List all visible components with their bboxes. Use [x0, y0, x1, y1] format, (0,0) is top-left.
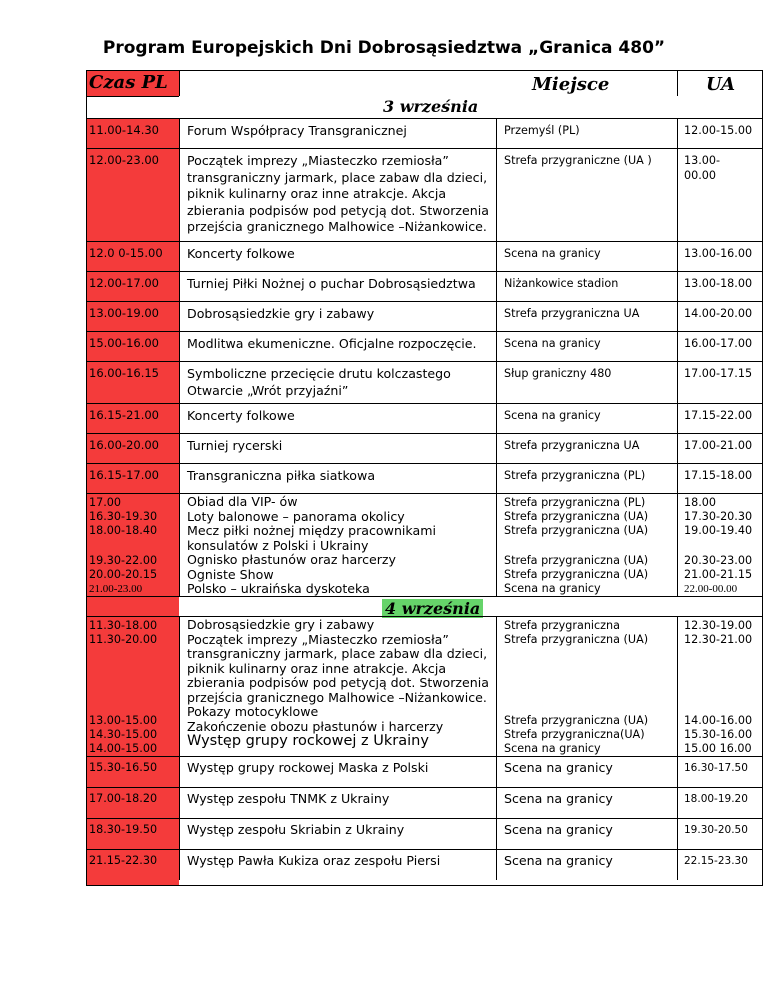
block1-place: Strefa przygraniczna (UA) [504, 510, 649, 523]
row-place: Strefa przygraniczna (PL) [504, 469, 646, 482]
row-event: transgraniczny jarmark, place zabaw dla dzieci, [187, 169, 488, 185]
page-title: Program Europejskich Dni Dobrosąsiedztwa „Granica 480” [102, 38, 666, 58]
row-time-ua: 17.00-21.00 [684, 439, 753, 452]
block2-event: przejścia granicznego Malhowice –Niżankowice. [187, 689, 487, 705]
row-place: Scena na granicy [504, 247, 601, 260]
block1-time-ua: 19.00-19.40 [684, 524, 753, 537]
row2-time-pl: 17.00-18.20 [89, 792, 158, 805]
block1-place: Strefa przygraniczna (UA) [504, 524, 649, 537]
block2-time-pl: 14.30-15.00 [89, 728, 158, 741]
block2-place: Scena na granicy [504, 742, 601, 755]
row-time-pl: 16.15-17.00 [89, 468, 159, 482]
block1-time-ua: 22.00-00.00 [684, 583, 738, 595]
block1-time-pl: 20.00-20.15 [89, 568, 158, 581]
row-time-ua: 12.00-15.00 [684, 124, 753, 137]
row-time-pl: 16.00-16.15 [89, 366, 159, 380]
block1-place: Strefa przygraniczna (UA) [504, 568, 649, 581]
row2-time-pl: 15.30-16.50 [89, 761, 158, 774]
row-place: Słup graniczny 480 [504, 367, 612, 380]
row-time-pl: 12.00-17.00 [89, 276, 159, 290]
row-event: Symboliczne przecięcie drutu kolczastego [187, 366, 451, 381]
block1-event: Polsko – ukraińska dyskoteka [187, 581, 370, 596]
block1-time-pl: 17.00 [89, 496, 122, 509]
block1-time-ua: 21.00-21.15 [684, 568, 753, 581]
block2-event: transgraniczny jarmark, place zabaw dla dzieci, [187, 646, 488, 661]
row2-event: Występ grupy rockowej Maska z Polski [187, 760, 429, 775]
block2-event: Początek imprezy „Miasteczko rzemiosła” [187, 631, 449, 647]
row2-time-ua: 16.30-17.50 [684, 762, 748, 774]
block2-event: zbierania podpisów pod petycją dot. Stworzenia [187, 675, 489, 690]
block1-event: Mecz piłki nożnej między pracownikami [187, 523, 436, 538]
row-time-ua: 13.00-18.00 [684, 277, 753, 290]
block2-time-pl: 14.00-15.00 [89, 742, 158, 755]
block2-time-ua: 14.00-16.00 [684, 714, 753, 727]
row-time-ua: 13.00- [684, 154, 721, 167]
block1-place: Strefa przygraniczna (PL) [504, 496, 646, 509]
row-event: Forum Współpracy Transgranicznej [187, 123, 407, 138]
block2-time-pl: 11.30-20.00 [89, 633, 158, 646]
block2-time-ua: 12.30-19.00 [684, 619, 753, 632]
block1-time-ua: 20.30-23.00 [684, 554, 753, 567]
row-event: Transgraniczna piłka siatkowa [187, 468, 376, 483]
block2-place: Strefa przygraniczna (UA) [504, 633, 649, 646]
block1-time-pl: 21.00-23.00 [89, 583, 143, 595]
block2-event: Pokazy motocyklowe [187, 704, 319, 719]
block1-time-pl: 19.30-22.00 [89, 554, 158, 567]
row-time-pl: 12.0 0-15.00 [89, 246, 163, 260]
row-time-pl: 11.00-14.30 [89, 123, 159, 137]
block1-time-ua: 17.30-20.30 [684, 510, 753, 523]
row2-event: Występ zespołu Skriabin z Ukrainy [187, 822, 405, 837]
block2-time-ua: 12.30-21.00 [684, 633, 753, 646]
row-place: Scena na granicy [504, 337, 601, 350]
row-time-pl: 13.00-19.00 [89, 306, 159, 320]
block1-event: Loty balonowe – panorama okolicy [187, 508, 405, 524]
row-time-ua: 13.00-16.00 [684, 247, 753, 260]
row-place: Scena na granicy [504, 409, 601, 422]
row-event: Koncerty folkowe [187, 408, 295, 423]
block2-place: Strefa przygraniczna [504, 619, 620, 632]
row-event: zbierania podpisów pod petycją dot. Stworzenia [187, 202, 489, 218]
row-time-pl: 15.00-16.00 [89, 336, 159, 350]
row-place: Niżankowice stadion [504, 277, 619, 290]
row2-time-ua: 19.30-20.50 [684, 824, 748, 836]
row-event: przejścia granicznego Malhowice –Niżankowice. [187, 219, 487, 234]
block2-event: piknik kulinarny oraz inne atrakcje. Akcja [187, 660, 447, 676]
row-time-ua: 17.15-18.00 [684, 469, 753, 482]
row-time-pl: 12.00-23.00 [89, 153, 159, 167]
block2-event: Występ grupy rockowej z Ukrainy [187, 733, 429, 749]
row-event: Turniej Piłki Nożnej o puchar Dobrosąsiedztwa [187, 276, 476, 291]
block1-place: Strefa przygraniczna (UA) [504, 554, 649, 567]
block2-place: Strefa przygraniczna(UA) [504, 728, 645, 741]
row2-place: Scena na granicy [504, 822, 613, 837]
row-time-ua: 00.00 [684, 169, 717, 182]
row-time-pl: 16.15-21.00 [89, 408, 159, 422]
schedule-table [86, 70, 763, 886]
row-event: Turniej rycerski [187, 438, 283, 453]
row2-time-ua: 18.00-19.20 [684, 793, 748, 805]
row-event: piknik kulinarny oraz inne atrakcje. Akcja [187, 186, 447, 201]
row2-place: Scena na granicy [504, 791, 613, 806]
row-event: Otwarcie „Wrót przyjaźni” [187, 382, 349, 398]
row2-place: Scena na granicy [504, 760, 613, 775]
row-place: Strefa przygraniczna UA [504, 307, 640, 320]
row-event: Modlitwa ekumeniczne. Oficjalne rozpoczęcie. [187, 336, 477, 351]
block1-event: konsulatów z Polski i Ukrainy [187, 537, 369, 553]
row2-time-pl: 21.15-22.30 [89, 854, 158, 867]
row-place: Strefa przygraniczne (UA ) [504, 154, 652, 167]
block1-event: Obiad dla VIP- ów [187, 494, 298, 509]
row-time-pl: 16.00-20.00 [89, 438, 159, 452]
day-heading-1: 3 września [383, 97, 479, 116]
row-event: Dobrosąsiedzkie gry i zabawy [187, 306, 375, 321]
row-event: Początek imprezy „Miasteczko rzemiosła” [187, 153, 449, 168]
row2-event: Występ zespołu TNMK z Ukrainy [187, 791, 390, 806]
block1-time-pl: 18.00-18.40 [89, 524, 158, 537]
block2-time-ua: 15.00 16.00 [684, 742, 752, 755]
row2-time-pl: 18.30-19.50 [89, 823, 158, 836]
row2-time-ua: 22.15-23.30 [684, 855, 748, 867]
block1-event: Ogniste Show [187, 566, 274, 582]
block1-time-pl: 16.30-19.30 [89, 510, 158, 523]
block2-event: Dobrosąsiedzkie gry i zabawy [187, 617, 375, 632]
row2-place: Scena na granicy [504, 853, 613, 868]
block1-time-ua: 18.00 [684, 496, 717, 509]
row-place: Przemyśl (PL) [504, 124, 580, 137]
block2-place: Strefa przygraniczna (UA) [504, 714, 649, 727]
block2-time-ua: 15.30-16.00 [684, 728, 753, 741]
block1-place: Scena na granicy [504, 582, 601, 595]
block1-event: Ognisko płastunów oraz harcerzy [187, 552, 396, 567]
block2-time-pl: 11.30-18.00 [89, 619, 158, 632]
header-ua: UA [706, 74, 736, 95]
block2-time-pl: 13.00-15.00 [89, 714, 158, 727]
row2-event: Występ Pawła Kukiza oraz zespołu Piersi [187, 853, 441, 868]
header-place: Miejsce [532, 74, 610, 95]
row-time-ua: 16.00-17.00 [684, 337, 753, 350]
row-time-ua: 17.00-17.15 [684, 367, 753, 380]
header-time-pl: Czas PL [89, 72, 168, 93]
block2-event: Zakończenie obozu płastunów i harcerzy [187, 718, 444, 734]
row-place: Strefa przygraniczna UA [504, 439, 640, 452]
row-time-ua: 14.00-20.00 [684, 307, 753, 320]
row-event: Koncerty folkowe [187, 246, 295, 261]
row-time-ua: 17.15-22.00 [684, 409, 753, 422]
day-heading-2: 4 września [382, 599, 483, 618]
